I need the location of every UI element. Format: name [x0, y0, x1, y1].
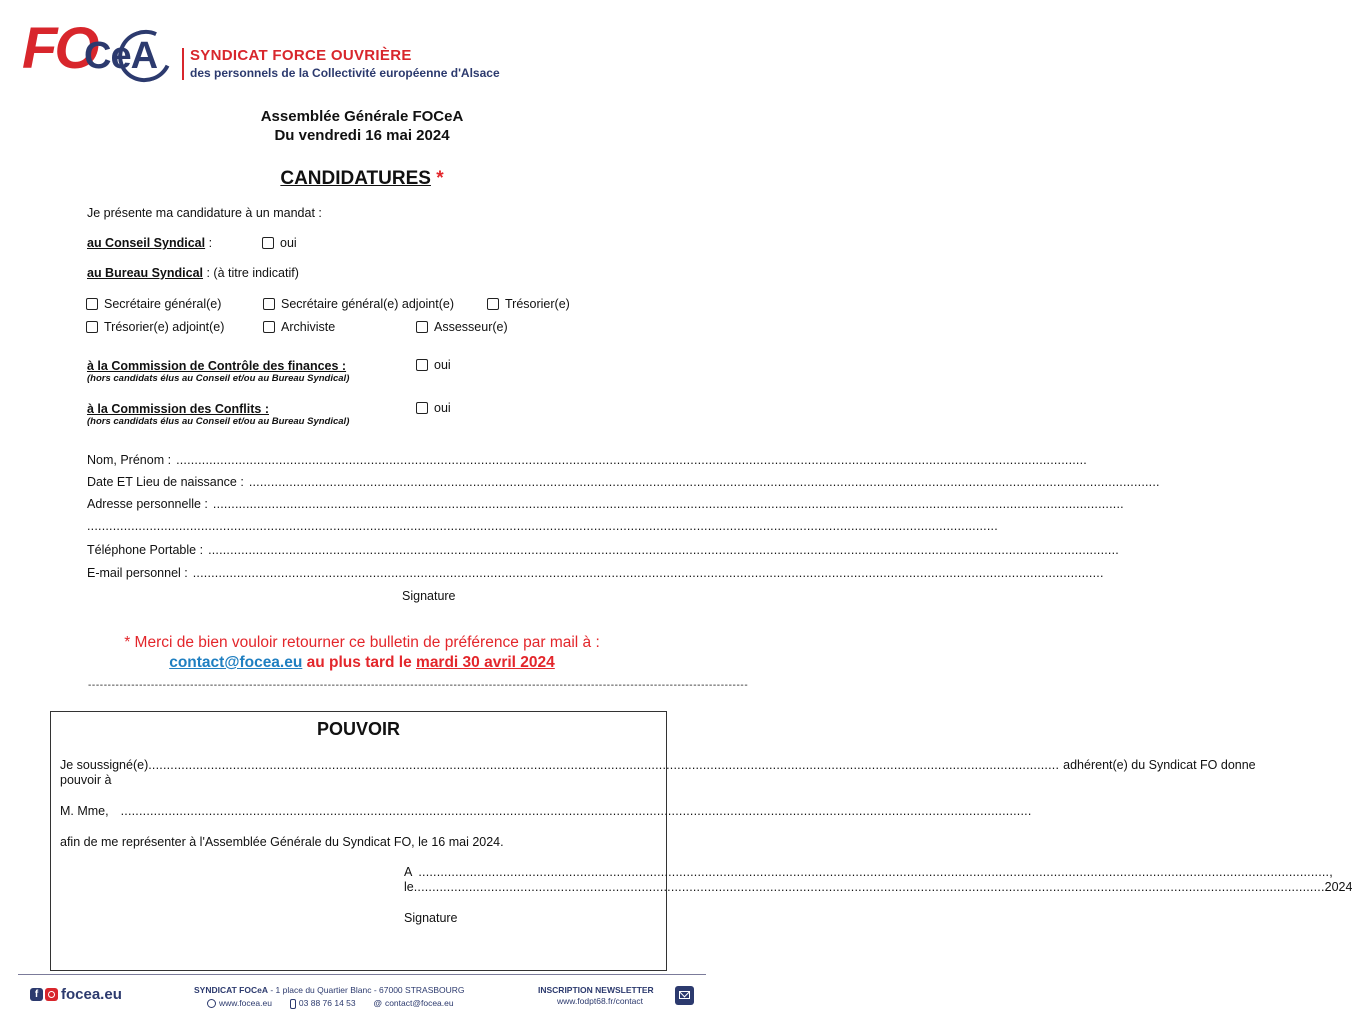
conflits-oui-label: oui	[434, 401, 451, 415]
footer-phone: 03 88 76 14 53	[298, 998, 356, 1008]
email-dots	[193, 565, 1104, 581]
bureau-row	[87, 265, 299, 281]
controle-checkbox[interactable]	[416, 359, 428, 371]
adresse-line2-dots	[87, 518, 998, 534]
represent-text: afin de me représenter à l'Assemblée Générale du Syndicat FO, le 16 mai 2024.	[60, 835, 504, 849]
naissance-label: Date ET Lieu de naissance :	[87, 475, 244, 489]
adresse-label: Adresse personnelle :	[87, 497, 208, 511]
notice-line1: * Merci de bien vouloir retourner ce bulletin de préférence par mail à :	[124, 634, 600, 651]
role-tresorier[interactable]	[487, 296, 570, 312]
mme-row[interactable]	[60, 803, 657, 819]
conflits-oui[interactable]	[416, 400, 451, 416]
footer-social	[30, 986, 122, 1003]
role-secretaire[interactable]	[86, 296, 221, 312]
year-label: 2024	[1324, 880, 1352, 894]
archiviste-label: Archiviste	[281, 320, 336, 334]
footer-address-text: - 1 place du Quartier Blanc - 67000 STRASBOURG	[268, 985, 465, 995]
conflits-label	[87, 401, 269, 417]
logo-divider	[182, 48, 184, 80]
email-field[interactable]	[87, 565, 639, 581]
a-label: A	[404, 865, 413, 879]
org-name: SYNDICAT FORCE OUVRIÈRE	[190, 47, 412, 64]
secretaire-label: Secrétaire général(e)	[104, 297, 222, 311]
secretaire-checkbox[interactable]	[86, 298, 98, 310]
notice-line2	[0, 653, 724, 672]
conseil-label: au Conseil Syndical	[87, 236, 206, 250]
footer-divider	[18, 974, 706, 975]
telephone-field[interactable]	[87, 542, 639, 558]
footer-brand: focea.eu	[61, 986, 122, 1003]
deadline-date: mardi 30 avril 2024	[416, 654, 555, 671]
asterisk: *	[436, 168, 444, 189]
footer-mail[interactable]: contact@focea.eu	[384, 998, 454, 1008]
footer-contacts	[207, 998, 454, 1009]
footer-address-bold: SYNDICAT FOCeA	[194, 985, 268, 995]
naissance-field[interactable]	[87, 474, 639, 490]
tresorier-label: Trésorier(e)	[505, 297, 570, 311]
mme-label: M. Mme,	[60, 804, 109, 818]
conseil-row	[87, 235, 212, 251]
candidatures-word: CANDIDATURES	[280, 168, 431, 189]
controle-label	[87, 358, 346, 374]
role-archiviste[interactable]	[263, 319, 335, 335]
mail-icon[interactable]	[675, 986, 694, 1005]
mme-dots	[121, 803, 1032, 819]
conflits-label-text: à la Commission des Conflits :	[87, 402, 269, 416]
pouvoir-signature: Signature	[404, 911, 458, 925]
secretaire-adjoint-label: Secrétaire général(e) adjoint(e)	[281, 297, 455, 311]
facebook-icon[interactable]: f	[30, 988, 43, 1001]
email-label: E-mail personnel :	[87, 566, 188, 580]
conseil-checkbox[interactable]	[262, 237, 274, 249]
date-row[interactable]	[404, 879, 1352, 895]
signature-label: Signature	[402, 589, 456, 603]
pouvoir-a: pouvoir à	[60, 773, 112, 787]
a-comma: ,	[1329, 865, 1333, 879]
adherent-text: adhérent(e) du Syndicat FO donne	[1063, 758, 1256, 772]
at-icon: @	[373, 998, 382, 1008]
phone-icon	[290, 999, 296, 1009]
assembly-title: Assemblée Générale FOCeA	[260, 108, 464, 125]
role-tresorier-adjoint[interactable]	[86, 319, 224, 335]
date-dots	[414, 879, 1325, 895]
soussigne-row[interactable]	[60, 757, 1256, 773]
soussigne-label: Je soussigné(e)	[60, 758, 149, 772]
conseil-oui[interactable]	[262, 235, 297, 251]
tresorier-adjoint-label: Trésorier(e) adjoint(e)	[104, 320, 225, 334]
archiviste-checkbox[interactable]	[263, 321, 275, 333]
candidatures-heading	[0, 168, 724, 190]
role-secretaire-adjoint[interactable]	[263, 296, 454, 312]
telephone-dots	[208, 542, 1119, 558]
lieu-dots	[418, 864, 1329, 880]
newsletter-title: INSCRIPTION NEWSLETTER	[538, 985, 654, 995]
role-assesseur[interactable]	[416, 319, 508, 335]
conseil-suffix: :	[205, 236, 213, 250]
naissance-dots	[249, 474, 1160, 490]
controle-label-text: à la Commission de Contrôle des finances :	[87, 359, 347, 373]
tresorier-adjoint-checkbox[interactable]	[86, 321, 98, 333]
adresse-line2[interactable]	[87, 518, 639, 534]
assembly-date: Du vendredi 16 mai 2024	[274, 127, 450, 144]
pouvoir-heading: POUVOIR	[316, 719, 400, 739]
nom-dots	[176, 452, 1087, 468]
controle-oui-label: oui	[434, 358, 451, 372]
globe-icon	[207, 999, 216, 1008]
lieu-row[interactable]	[404, 864, 1333, 880]
controle-oui[interactable]	[416, 357, 451, 373]
footer-address	[194, 985, 465, 996]
newsletter-url[interactable]: www.fodpt68.fr/contact	[557, 996, 643, 1006]
secretaire-adjoint-checkbox[interactable]	[263, 298, 275, 310]
intro-text: Je présente ma candidature à un mandat :	[87, 206, 322, 220]
nom-label: Nom, Prénom :	[87, 453, 172, 467]
footer-web[interactable]: www.focea.eu	[219, 998, 272, 1008]
org-subtitle: des personnels de la Collectivité européenne d'Alsace	[190, 66, 500, 80]
logo-cea: CeA	[84, 35, 158, 77]
conflits-note: (hors candidats élus au Conseil et/ou au Bureau Syndical)	[87, 416, 350, 427]
notice-middle: au plus tard le	[302, 654, 417, 671]
separator-line: ------------------------------------------------------------------------------------------------------------------------------------------------------------------------	[88, 680, 749, 691]
assesseur-checkbox[interactable]	[416, 321, 428, 333]
instagram-icon[interactable]	[45, 988, 58, 1001]
tresorier-checkbox[interactable]	[487, 298, 499, 310]
adresse-dots	[213, 496, 1124, 512]
telephone-label: Téléphone Portable :	[87, 543, 204, 557]
nom-field[interactable]	[87, 452, 639, 468]
bureau-suffix: : (à titre indicatif)	[203, 266, 299, 280]
conflits-checkbox[interactable]	[416, 402, 428, 414]
conseil-oui-label: oui	[280, 236, 297, 250]
logo-fo: FO	[22, 16, 97, 81]
assesseur-label: Assesseur(e)	[434, 320, 508, 334]
contact-email-link[interactable]: contact@focea.eu	[169, 654, 303, 671]
adresse-field[interactable]	[87, 496, 639, 512]
le-label: le	[404, 880, 414, 894]
controle-note: (hors candidats élus au Conseil et/ou au Bureau Syndical)	[87, 373, 350, 384]
bureau-label: au Bureau Syndical	[87, 266, 204, 280]
soussigne-dots	[148, 757, 1059, 773]
